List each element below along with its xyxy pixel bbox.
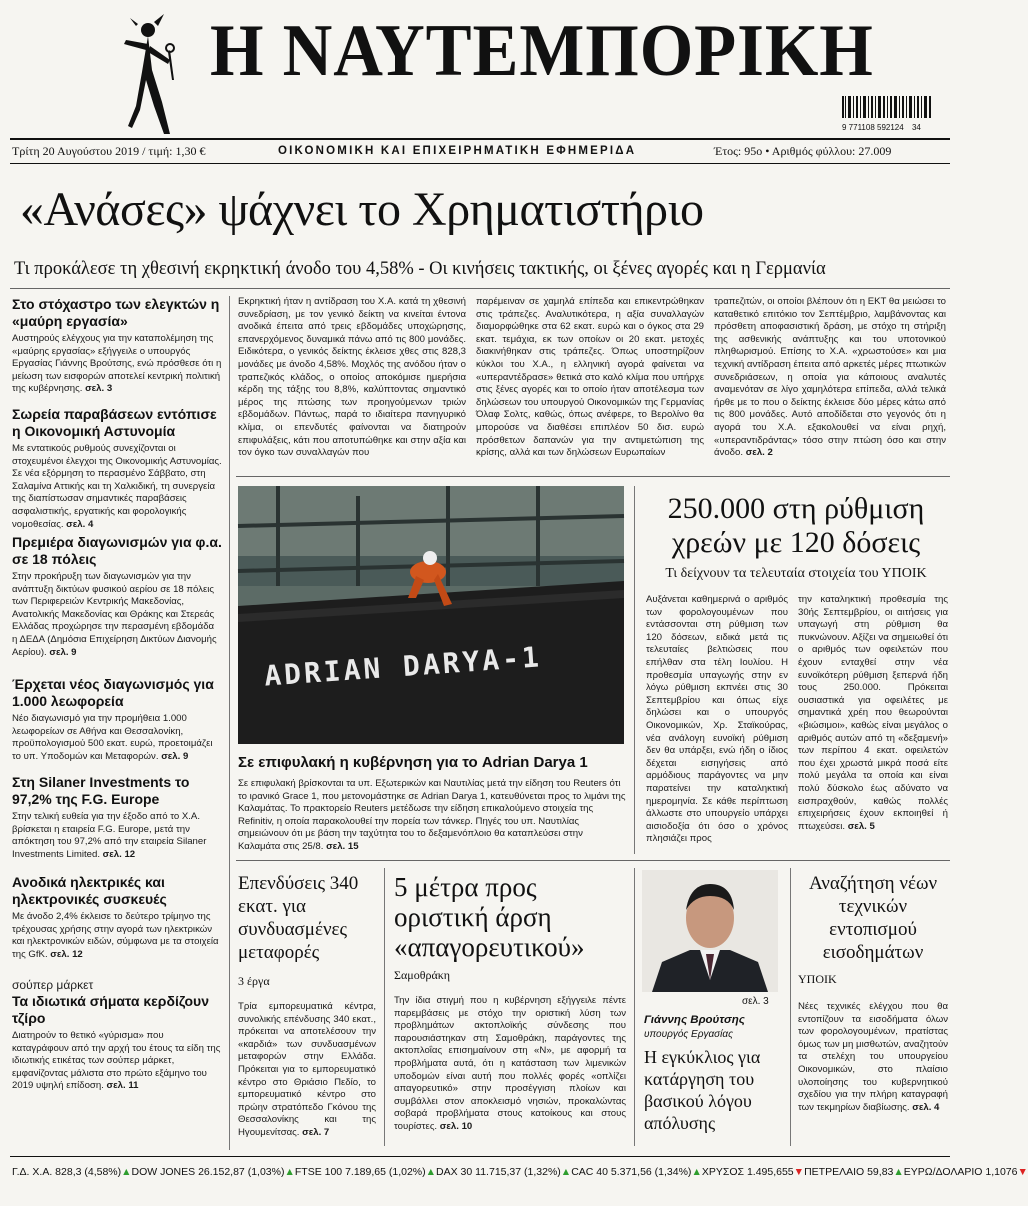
- ticker-label: ΧΡΥΣΟΣ: [701, 1166, 745, 1178]
- sidebar-item[interactable]: [12, 296, 222, 406]
- ticker-rule: [10, 1156, 950, 1157]
- sidebar-item-ref[interactable]: σελ. 4: [66, 518, 94, 530]
- debt-subhead: Τι δείχνουν τα τελευταία στοιχεία του ΥΠΟΙΚ: [665, 566, 927, 581]
- sidebar-item-title[interactable]: Στο στόχαστρο των ελεγκτών η «μαύρη εργασία»: [12, 296, 220, 329]
- samothraki-headline[interactable]: 5 μέτρα προς οριστική άρση «απαγορευτικού»: [394, 872, 585, 962]
- barcode-number: 9 771108 592124: [842, 123, 904, 132]
- up-arrow-icon: ▲: [560, 1166, 572, 1178]
- invest-headline[interactable]: Επενδύσεις 340 εκατ. για συνδυασμένες μεταφορές: [238, 873, 359, 963]
- masthead-rule-top: [10, 138, 950, 140]
- ticker-label: FTSE 100: [294, 1166, 343, 1178]
- lead-col-1: [238, 296, 466, 466]
- ticker-item[interactable]: [804, 1166, 904, 1178]
- sidebar-item-title[interactable]: Στη Silaner Investments το 97,2% της F.G. Europe: [12, 774, 190, 807]
- sidebar-item-kicker: σούπερ μάρκετ: [12, 978, 94, 992]
- lead-col-3: [714, 296, 946, 466]
- photo-caption-body: Σε επιφυλακή βρίσκονται τα υπ. Εξωτερικών και Ναυτιλίας μετά την είδηση του Reuters ότι το ιρανικό Grace 1, που μετονομάστηκε σε Adrian Darya 1, κατευθύνεται προς το λιμάνι της Καλαμάτας. Το πρακτορείο Reuters μετέδωσε την είδηση επικαλούμενο στοιχεία της Refinitiv, η οποία παρακολουθεί την πορεία των τάνκερ. Πηγές του υπ. Ναυτιλίας σημειώνουν ότι με βάση την ταχύτητα του το δεξαμενόπλοιο θα καταπλεύσει στην Καλαμάτα στις 25/8.: [238, 778, 626, 852]
- sidebar-item[interactable]: [12, 978, 222, 1118]
- lead-headline: «Ανάσες» ψάχνει το Χρηματιστήριο: [20, 183, 704, 236]
- samothraki-body: Την ίδια στιγμή που η κυβέρνηση εξήγγειλε πέντε παρεμβάσεις με στόχο την οριστική λύση των προβλημάτων ακτοπλοϊκής σύνδεσης που παρουσιάστηκαν στη Σαμοθράκη, παράγοντες της ακτοπλοΐας επισημαίνουν στη «Ν», με αφορμή τα προβλήματα αυτά, ότι η κατάσταση των λιμενικών υποδομών είναι αυτή που πολλές φορές «οπλίζει απαγορευτικό» στην προσέγγιση πλοίων και συμβάλλει στον αποκλεισμό νησιών, προκαλώντας σοβαρά προβλήματα στους κατοίκους και στους τουρίστες.: [394, 995, 626, 1132]
- up-arrow-icon: ▲: [893, 1166, 904, 1178]
- up-arrow-icon: ▲: [691, 1166, 702, 1178]
- tanker-photo: [238, 486, 624, 744]
- ticker-value: 5.371,56 (1,34%): [610, 1166, 692, 1178]
- debt-col-1-text: Αυξάνεται καθημερινά ο αριθμός των φορολογουμένων που εντάσσονται στη ρύθμιση των 120 δόσεων, ειδικά μετά τις τελευταίες βελτιώσεις που επήλθαν στα τέλη Ιουλίου. Η προθεσμία υπαγωγής στην εν λόγω ρύθμιση εκπνέει στις 30 Σεπτεμβρίου και όπως είχε δηλώσει και ο υπουργός Οικονομικών, Χρ. Σταϊκούρας, νέα ανάλογη ευνοϊκή ρύθμιση δεν θα υπάρξει, ενώ ήδη ο ίδιος δέχεται εισηγήσεις από αρμόδιους παράγοντες να μην παρατείνει την καταληκτική ημερομηνία. Σε κάθε περίπτωση άλλωστε στο υπουργείο υπάρχει αισιοδοξία ότι όσο ο χρόνος πλησιάζει προς: [646, 594, 788, 845]
- lead-col-1-text: Εκρηκτική ήταν η αντίδραση του Χ.Α. κατά τη χθεσινή συνεδρίαση, με τον γενικό δείκτη να κινείται έντονα ανοδικά έπειτα από τρεις εβδομάδες υποχώρησης, επανερχόμενος δυναμικά πάνω από τις 800 μονάδες. Ειδικότερα, ο γενικός δείκτης έκλεισε χθες στις 828,3 μονάδες με άνοδο 4,58%. Μοχλός της ανόδου ήταν ο τραπεζικός κλάδος, ο οποίος αποκόμισε ημερήσια κέρδη της τάξης του 8,8%, καλύπτοντας σημαντικό μέρος της πτώσης των προηγούμενων τριών εβδομάδων. Πάντως, παρά το ιδιαίτερα πανηγυρικό κλίμα, οι επενδυτές φαίνονται να διατηρούν επιφυλάξεις, κάτι που αποτυπώθηκε και στην αξία και τον όγκο των συναλλαγών που: [238, 296, 466, 459]
- sidebar-item-ref[interactable]: σελ. 12: [102, 848, 136, 860]
- minister-role: υπουργός Εργασίας: [644, 1029, 733, 1040]
- ticker-label: ΠΕΤΡΕΛΑΙΟ: [804, 1166, 865, 1178]
- invest-story: [238, 872, 376, 1138]
- ticker-value: 1,1076: [985, 1166, 1018, 1178]
- market-ticker: [12, 1162, 1028, 1182]
- up-arrow-icon: ▲: [121, 1166, 132, 1178]
- ship-name: ADRIAN DARYA-1: [263, 640, 543, 693]
- tax-body: Νέες τεχνικές ελέγχου που θα εντοπίζουν τα εισοδήματα όλων των φορολογουμένων, πρατίστας όμως των μη μισθωτών, αναζητούν τα στελέχη του υπουργείου Οικονομικών, στο πλαίσιο υλοποίησης του κυβερνητικού σχεδίου για την πλήρη καταγραφή των τεκμηρίων διαβίωσης.: [798, 1001, 948, 1113]
- sidebar-item-title[interactable]: Ανοδικά ηλεκτρικές και ηλεκτρονικές συσκευές: [12, 874, 167, 907]
- tax-page-ref[interactable]: σελ. 4: [912, 1101, 940, 1113]
- invest-subhead: 3 έργα: [238, 974, 270, 988]
- sidebar-item-body: Διατηρούν το θετικό «γύρισμα» που καταγράφουν από την αρχή του έτους τα είδη της ιδιωτικής ετικέτας των σούπερ μάρκετ, εμφανίζοντας μάλιστα στο πρώτο εξάμηνο του 2019 υψηλή επίδοση.: [12, 1030, 221, 1092]
- minister-photo-ref[interactable]: σελ. 3: [742, 996, 769, 1007]
- photo-caption: [238, 778, 626, 854]
- sidebar-item-body: Με άνοδο 2,4% έκλεισε το δεύτερο τρίμηνο της τρέχουσας χρήσης στην αγορά των ηλεκτρικών και ηλεκτρονικών ειδών, σύμφωνα με τα στοιχεία της GfK.: [12, 911, 219, 960]
- invest-body: Τρία εμπορευματικά κέντρα, συνολικής επένδυσης 340 εκατ., πρόκειται να αποτελέσουν την «καρδιά» των συνδυασμένων μεταφορών στην Ελλάδα. Πρόκειται για το εμπορευματικό κέντρο στο Θριάσιο Πεδίο, το εμπορευματικό κέντρο στο πρώην στρατόπεδο Γκόνου της Θεσσαλονίκης και της Ηγουμενίτσας.: [238, 1001, 376, 1138]
- lead-col-3-text: τραπεζιτών, οι οποίοι βλέπουν ότι η ΕΚΤ θα μειώσει το καταθετικό επιτόκιο τον Σεπτέμβριο, λαμβάνοντας και πρόσθετη αποφασιστική δράση, με στόχο τη στήριξη της ασθενικής ανάπτυξης και του υποτονικού πληθωρισμού. Επίσης το Χ.Α. «χρωστούσε» και μια τεχνική αντίδραση έπειτα από αρκετές μέρες πτωτικών συνεδριάσεων, η οποία για κάποιους αναλυτές αναμενόταν σε λίγο χαμηλότερα επίπεδα, αλλά τελικά ήρθε με το που ο δείκτης έκλεισε δύο μέρες κάτω από τις 800 μονάδες. Αυτό αποδίδεται στο γεγονός ότι η αγορά του Χ.Α. εξακολουθεί να είναι ρηχή, «υπεραντιδράντας» τόσο στην πτώση όσο και στην άνοδο.: [714, 296, 946, 459]
- photo-right-rule: [634, 486, 635, 854]
- minister-name: Γιάννης Βρούτσης: [644, 1014, 745, 1026]
- sidebar-item-ref[interactable]: σελ. 9: [161, 750, 189, 762]
- sidebar-item-body: Νέο διαγωνισμό για την προμήθεια 1.000 λεωφορείων σε Αθήνα και Θεσσαλονίκη, προϋπολογισμού 500 εκατ. ευρώ, προετοιμάζει το υπ. Υποδομών και Μεταφορών.: [12, 713, 213, 762]
- lead-col-2: [476, 296, 704, 466]
- ticker-value: 828,3 (4,58%): [55, 1166, 122, 1178]
- photo-caption-title: Σε επιφυλακή η κυβέρνηση για το Adrian Darya 1: [238, 754, 588, 771]
- sidebar-item-ref[interactable]: σελ. 9: [49, 646, 77, 658]
- sidebar-item[interactable]: [12, 406, 222, 534]
- tax-headline[interactable]: Αναζήτηση νέων τεχνικών εντοπισμού εισοδημάτων: [808, 873, 938, 963]
- lead-page-ref[interactable]: σελ. 2: [745, 447, 773, 459]
- sidebar-rule: [229, 296, 230, 1150]
- tax-story: [798, 872, 948, 1131]
- minister-headline[interactable]: Η εγκύκλιος για κατάργηση του βασικού λόγου απόλυσης: [644, 1047, 761, 1133]
- sidebar-item[interactable]: [12, 534, 222, 676]
- debt-col-2: [798, 594, 948, 852]
- ticker-label: DAX 30: [436, 1166, 473, 1178]
- down-arrow-icon: ▼: [1017, 1166, 1028, 1178]
- ticker-label: ΕΥΡΩ/ΔΟΛΑΡΙΟ: [903, 1166, 983, 1178]
- ticker-item[interactable]: [436, 1166, 571, 1178]
- hermes-logo: [118, 10, 182, 140]
- debt-col-2-text: την καταληκτική προθεσμία της 30ής Σεπτεμβρίου, οι αιτήσεις για υπαγωγή στη ρύθμιση θα πυκνώνουν. Αξίζει να σημειωθεί ότι ο αριθμός των οφειλετών που έχουν ενταχθεί στην νέα ευνοϊκότερη ρύθμιση ξεπερνά ήδη τους 250.000. Πρόκειται ουσιαστικά για οφειλέτες με σημαντικά χρέη που θεωρούνται «βιώσιμοι», καθώς είναι μεγάλος ο αριθμός αυτών από τη «δεξαμενή» των περίπου 4 εκατ. οφειλετών που έχει χρωστά μικρά ποσά είτε πολύ μεγάλα τα οποία και είναι πολύ δύσκολο έως αδύνατο να εισπραχθούν, καθώς πολλές επιχειρήσεις έχουν εκποιηθεί ή πτωχεύσει.: [798, 594, 948, 832]
- sidebar-item-ref[interactable]: σελ. 12: [50, 948, 83, 960]
- sidebar-item-title[interactable]: Τα ιδιωτικά σήματα κερδίζουν τζίρο: [12, 993, 209, 1026]
- masthead-title: Η ΝΑΥΤΕΜΠΟΡΙΚΗ: [210, 10, 874, 92]
- ticker-label: DOW JONES: [131, 1166, 196, 1178]
- sidebar-item-title[interactable]: Πρεμιέρα διαγωνισμών για φ.α. σε 18 πόλεις: [12, 534, 222, 567]
- bottom-rule-3: [790, 868, 791, 1146]
- sidebar-item[interactable]: [12, 774, 222, 874]
- ticker-item[interactable]: [295, 1166, 436, 1178]
- tagline: ΟΙΚΟΝΟΜΙΚΗ ΚΑΙ ΕΠΙΧΕΙΡΗΜΑΤΙΚΗ ΕΦΗΜΕΡΙΔΑ: [278, 145, 637, 157]
- samothraki-subhead: Σαμοθράκη: [394, 968, 451, 982]
- sidebar-item-body: Με εντατικούς ρυθμούς συνεχίζονται οι στοχευμένοι έλεγχοι της Οικονομικής Αστυνομίας. Σε νέα εξόρμηση το περασμένο Σάββατο, στη Σαλαμίνα Αττικής και τη Χαλκιδική, τη συνεργεία της διαπίστωσαν σημαντικές παραβάσεις ασφαλιστικής, εργατικής και φορολογικής νομοθεσίας.: [12, 443, 222, 530]
- lead-bottom-rule: [236, 476, 950, 477]
- ticker-item[interactable]: [904, 1166, 1028, 1178]
- sidebar-item-ref[interactable]: σελ. 11: [106, 1080, 139, 1092]
- masthead-rule-bottom: [10, 163, 950, 164]
- bottom-rule-2: [634, 868, 635, 1146]
- lead-rule: [10, 288, 950, 289]
- bottom-section-rule: [236, 860, 950, 861]
- debt-headline: 250.000 στη ρύθμιση χρεών με 120 δόσεις: [667, 492, 925, 559]
- sidebar: [12, 296, 222, 1118]
- issue-info: Έτος: 95ο • Αριθμός φύλλου: 27.009: [714, 144, 892, 158]
- tax-subhead: ΥΠΟΙΚ: [798, 972, 837, 986]
- photo-page-ref[interactable]: σελ. 15: [326, 840, 359, 852]
- ticker-item[interactable]: [132, 1166, 295, 1178]
- sidebar-item-title[interactable]: Σωρεία παραβάσεων εντόπισε η Οικονομική Αστυνομία: [12, 406, 217, 439]
- ticker-item[interactable]: [702, 1166, 804, 1178]
- bottom-rule-1: [384, 868, 385, 1146]
- sidebar-item[interactable]: [12, 676, 222, 774]
- lead-subhead: Τι προκάλεσε τη χθεσινή εκρηκτική άνοδο του 4,58% - Οι κινήσεις τακτικής, οι ξένες αγορές και η Γερμανία: [14, 259, 826, 279]
- sidebar-item-body: Στην τελική ευθεία για την έξοδο από το Χ.Α. βρίσκεται η εταιρεία F.G. Europe, μετά την απόκτηση του 97,2% από την εταιρεία Silaner Investments Limited.: [12, 811, 207, 860]
- minister-photo: [642, 870, 778, 992]
- debt-col-1: [646, 594, 788, 852]
- sidebar-item-ref[interactable]: σελ. 3: [85, 383, 113, 395]
- ticker-item[interactable]: [12, 1166, 132, 1178]
- sidebar-item-title[interactable]: Έρχεται νέος διαγωνισμός για 1.000 λεωφορεία: [12, 676, 214, 709]
- up-arrow-icon: ▲: [284, 1166, 295, 1178]
- sidebar-item-body: Αυστηρούς ελέγχους για την καταπολέμηση της «μαύρης εργασίας» εξήγγειλε ο υπουργός Εργασίας Γιάννης Βρούτσης, ενώ πρόσθεσε ότι η μείωση των εισφορών αποτελεί κεντρική πολιτική της κυβέρνησης.: [12, 333, 222, 395]
- ticker-item[interactable]: [571, 1166, 702, 1178]
- ticker-value: 7.189,65 (1,02%): [345, 1166, 426, 1178]
- debt-page-ref[interactable]: σελ. 5: [847, 820, 875, 832]
- samothraki-story: [394, 872, 626, 1132]
- lead-col-2-text: παρέμειναν σε χαμηλά επίπεδα και επικεντρώθηκαν στις τράπεζες. Αναλυτικότερα, η αξία συναλλαγών διαμορφώθηκε στα 62 εκατ. ευρώ και ο όγκος στα 29 εκατ. τεμάχια, εκ των οποίων οι 20 εκατ. μετοχές διακινήθηκαν στις τράπεζες. Όπως υποστηρίζουν κύκλοι του Χ.Α., η ελληνική αγορά φαίνεται να «υπεραντέδρασε» θετικά στο καλό κλίμα που υπήρχε στις ξένες αγορές και το οποίο ήταν αποτέλεσμα των δηλώσεων του υπουργού Οικονομικών της Γερμανίας Όλαφ Σολτς, καθώς, όπως ανέφερε, το Βερολίνο θα μπορούσε να διαθέσει επιπλέον 50 δισ. ευρώ πρόσθετων δαπανών για την αντιμετώπιση της κρίσης, αλλά και των δηλώσεων Ευρωπαίων: [476, 296, 704, 459]
- ticker-value: 1.495,655: [746, 1166, 794, 1178]
- barcode-issue: 34: [911, 123, 921, 132]
- date-price: Τρίτη 20 Αυγούστου 2019 / τιμή: 1,30 €: [12, 144, 206, 158]
- sidebar-item[interactable]: [12, 874, 222, 978]
- barcode: [842, 96, 946, 130]
- sidebar-item-body: Στην προκήρυξη των διαγωνισμών για την ανάπτυξη δικτύων φυσικού αερίου σε 18 πόλεις των Περιφερειών Κεντρικής Μακεδονίας, Ανατολικής Μακεδονίας και Θράκης και Στερεάς Ελλάδας προχώρησε την περασμένη εβδομάδα η ΔΕΔΑ (Δημόσια Επιχείρηση Δικτύων Διανομής Αερίου).: [12, 571, 217, 658]
- ticker-value: 11.715,37 (1,32%): [475, 1166, 561, 1178]
- invest-page-ref[interactable]: σελ. 7: [302, 1126, 330, 1138]
- ticker-value: 59,83: [867, 1166, 894, 1178]
- up-arrow-icon: ▲: [425, 1166, 437, 1178]
- down-arrow-icon: ▼: [793, 1166, 805, 1178]
- ticker-label: Γ.Δ. Χ.Α.: [12, 1166, 53, 1178]
- samothraki-page-ref[interactable]: σελ. 10: [439, 1120, 473, 1132]
- ticker-label: CAC 40: [571, 1166, 608, 1178]
- ticker-value: 26.152,87 (1,03%): [198, 1166, 285, 1178]
